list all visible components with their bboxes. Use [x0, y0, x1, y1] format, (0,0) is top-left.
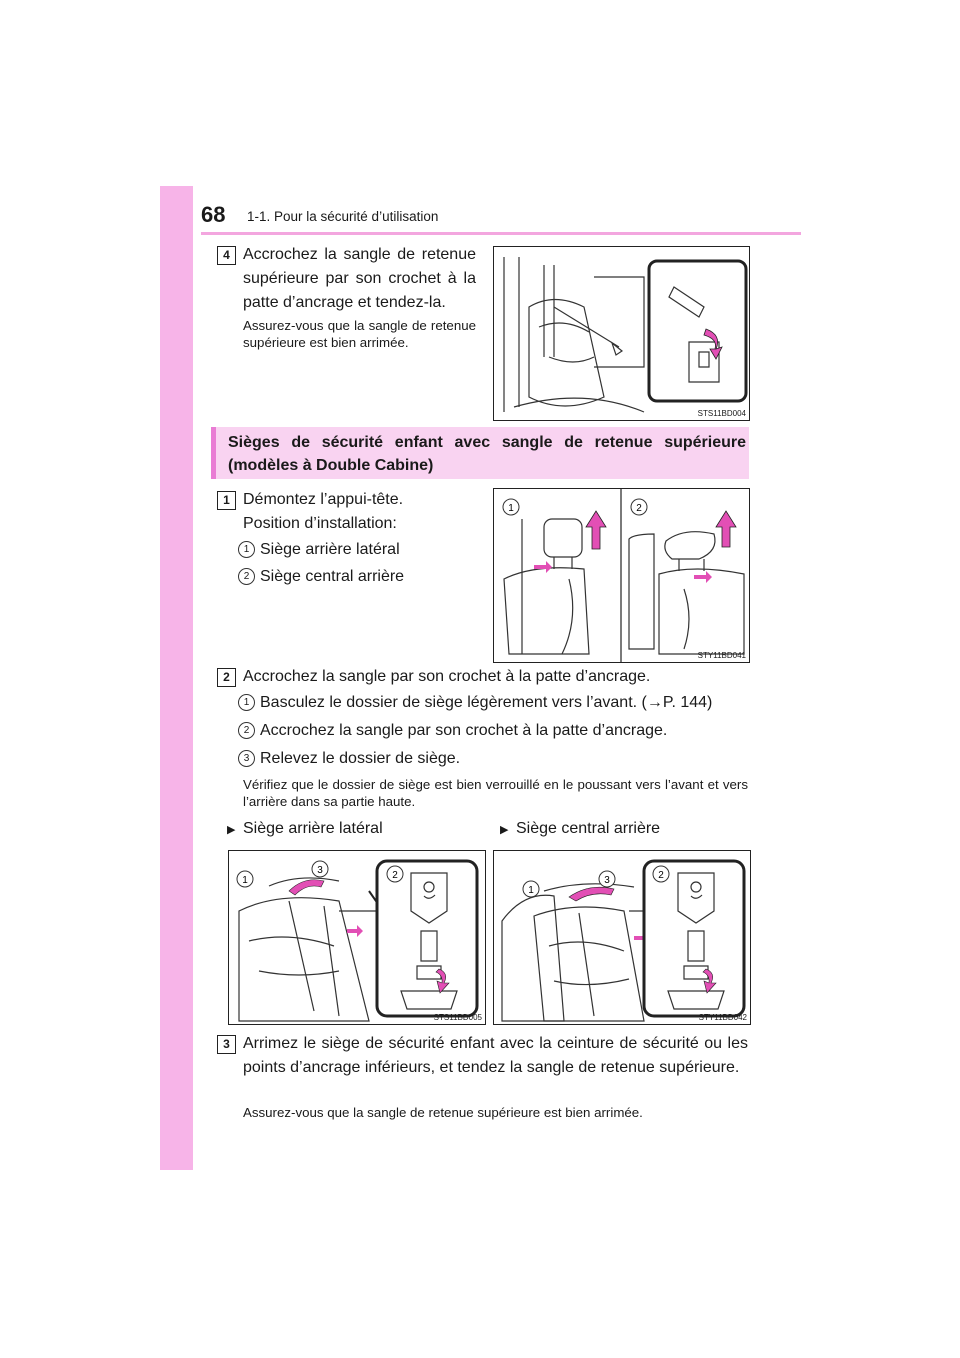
header-rule: [201, 232, 801, 235]
item-number-1: 1: [238, 541, 255, 558]
left-subtitle: Siège arrière latéral: [243, 820, 383, 837]
figure-anchor-strap: [493, 246, 750, 421]
step1-line1: Démontez l’appui-tête.: [243, 491, 404, 508]
item-number-2: 2: [238, 568, 255, 585]
step-badge-1: 1: [217, 491, 236, 510]
figure-label-1: 1: [528, 885, 534, 896]
step1-item-1: Siège arrière latéral: [260, 541, 400, 558]
figure-label-2: 2: [658, 870, 664, 881]
section-banner: [211, 427, 749, 479]
step-badge-2: 2: [217, 668, 236, 687]
figure-label-1: 1: [242, 875, 248, 886]
figure-label-3: 3: [604, 875, 610, 886]
figure-label-1: 1: [508, 503, 514, 514]
figure-code: STY11BD042: [698, 1013, 747, 1022]
step3-note: Assurez-vous que la sangle de retenue supérieure est bien arrimée.: [243, 1105, 643, 1120]
step2-note: Vérifiez que le dossier de siège est bien verrouillé en le poussant vers l’avant et vers l’arrière dans sa partie haute.: [243, 777, 748, 809]
step2-item-2: Accrochez la sangle par son crochet à la patte d’ancrage.: [260, 722, 668, 739]
chapter-title: 1-1. Pour la sécurité d’utilisation: [247, 209, 439, 224]
figure-label-2: 2: [636, 503, 642, 514]
figure-label-2: 2: [392, 870, 398, 881]
right-subtitle: Siège central arrière: [516, 820, 661, 837]
figure-side-seat: [228, 850, 486, 1025]
step1-item-2: Siège central arrière: [260, 568, 405, 585]
figure-headrest-removal: [493, 488, 750, 663]
triangle-bullet-icon: ▶: [227, 824, 236, 836]
section-title: Sièges de sécurité enfant avec sangle de retenue supérieure (modèles à Double Cabine): [228, 434, 746, 474]
step1-line2: Position d’installation:: [243, 515, 397, 532]
figure-code: STS11BD004: [697, 409, 746, 418]
item-number-3: 3: [238, 750, 255, 767]
item-number-2: 2: [238, 722, 255, 739]
step4-text: Accrochez la sangle de retenue supérieure par son crochet à la patte d’ancrage et tendez-la.: [243, 246, 476, 311]
figure-code: STY11BD041: [697, 651, 746, 660]
step2-item-3: Relevez le dossier de siège.: [260, 750, 461, 767]
step3-text: Arrimez le siège de sécurité enfant avec la ceinture de sécurité ou les points d’ancrage inférieurs, et tendez la sangle de retenue supérieure.: [243, 1035, 748, 1076]
step2-item-1: Basculez le dossier de siège légèrement vers l’avant. (→P. 144): [260, 694, 713, 711]
figure-label-3: 3: [317, 865, 323, 876]
step4-note: Assurez-vous que la sangle de retenue supérieure est bien arrimée.: [243, 318, 476, 350]
page-number: 68: [201, 202, 226, 227]
triangle-bullet-icon: ▶: [500, 824, 509, 836]
step2-text: Accrochez la sangle par son crochet à la patte d’ancrage.: [243, 668, 651, 685]
figure-center-seat: [493, 850, 751, 1025]
figure-code: STS11BD005: [433, 1013, 482, 1022]
step-badge-4: 4: [217, 246, 236, 265]
item-number-1: 1: [238, 694, 255, 711]
sidebar-tab: [160, 186, 193, 1170]
step-badge-3: 3: [217, 1035, 236, 1054]
